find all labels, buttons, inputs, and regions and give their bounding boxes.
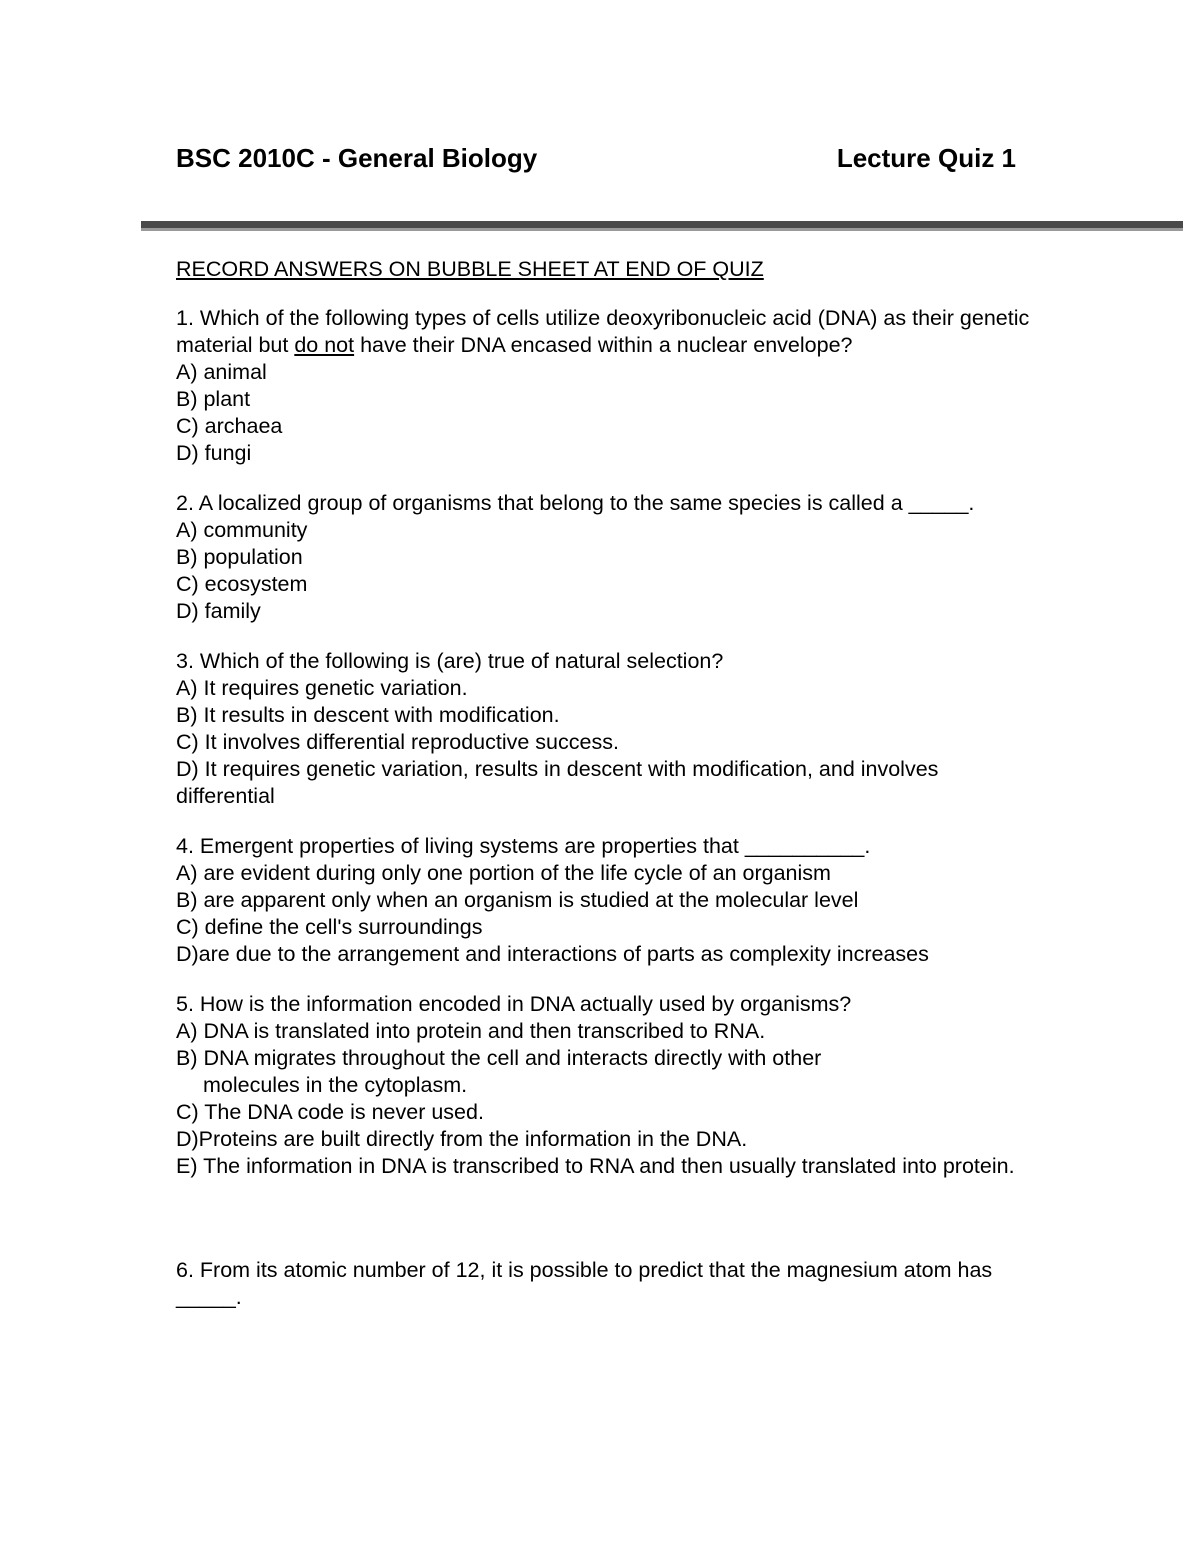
question-5-option-d: D)Proteins are built directly from the information in the DNA. [176,1127,748,1151]
instruction-text: RECORD ANSWERS ON BUBBLE SHEET AT END OF QUIZ [176,257,764,281]
course-title: BSC 2010C - General Biology [176,143,538,173]
question-5-option-e: E) The information in DNA is transcribed to RNA and then usually translated into protein. [176,1154,1015,1178]
question-4-option-d: D)are due to the arrangement and interactions of parts as complexity increases [176,942,929,966]
question-2-option-d: D) family [176,599,261,623]
question-5-option-a: A) DNA is translated into protein and then transcribed to RNA. [176,1019,766,1043]
question-6-stem: 6. From its atomic number of 12, it is possible to predict that the magnesium atom has _____. [176,1258,993,1309]
header-divider [141,221,1183,228]
question-4-option-b: B) are apparent only when an organism is studied at the molecular level [176,888,859,912]
question-1-stem [176,305,1036,359]
question-5-option-b-continued: molecules in the cytoplasm. [203,1073,468,1097]
question-2-option-a: A) community [176,518,308,542]
question-2-option-c: C) ecosystem [176,572,308,596]
document-header [176,140,1016,180]
question-4-stem: 4. Emergent properties of living systems are properties that __________. [176,834,871,858]
question-5-stem: 5. How is the information encoded in DNA actually used by organisms? [176,992,852,1016]
question-3-option-c: C) It involves differential reproductive success. [176,730,619,754]
question-4-option-a: A) are evident during only one portion of the life cycle of an organism [176,861,831,885]
question-5-option-c: C) The DNA code is never used. [176,1100,484,1124]
question-2 [176,490,1036,625]
question-1 [176,305,1036,467]
question-1-option-c: C) archaea [176,414,283,438]
question-1-stem-underlined: do not [294,333,355,357]
question-3-stem: 3. Which of the following is (are) true of natural selection? [176,649,724,673]
question-1-option-a: A) animal [176,360,267,384]
question-2-option-b: B) population [176,545,303,569]
question-5 [176,991,1036,1180]
question-1-option-d: D) fungi [176,441,252,465]
question-1-option-b: B) plant [176,387,251,411]
question-2-stem: 2. A localized group of organisms that belong to the same species is called a _____. [176,491,975,515]
quiz-body [176,256,1036,1311]
question-6 [176,1257,1036,1311]
question-4 [176,833,1036,968]
question-3 [176,648,1036,810]
question-4-option-c: C) define the cell's surroundings [176,915,483,939]
question-3-option-b: B) It results in descent with modification. [176,703,560,727]
question-1-stem-part2: have their DNA encased within a nuclear envelope? [354,333,853,357]
question-5-option-b: B) DNA migrates throughout the cell and interacts directly with other [176,1046,822,1070]
question-1-stem-part1: 1. Which of the following types of cells utilize deoxyribonucleic acid (DNA) as their genetic material but [176,306,1030,357]
quiz-title: Lecture Quiz 1 [836,143,1016,173]
question-3-option-a: A) It requires genetic variation. [176,676,468,700]
question-3-option-d: D) It requires genetic variation, results in descent with modification, and involves differential [176,757,939,808]
